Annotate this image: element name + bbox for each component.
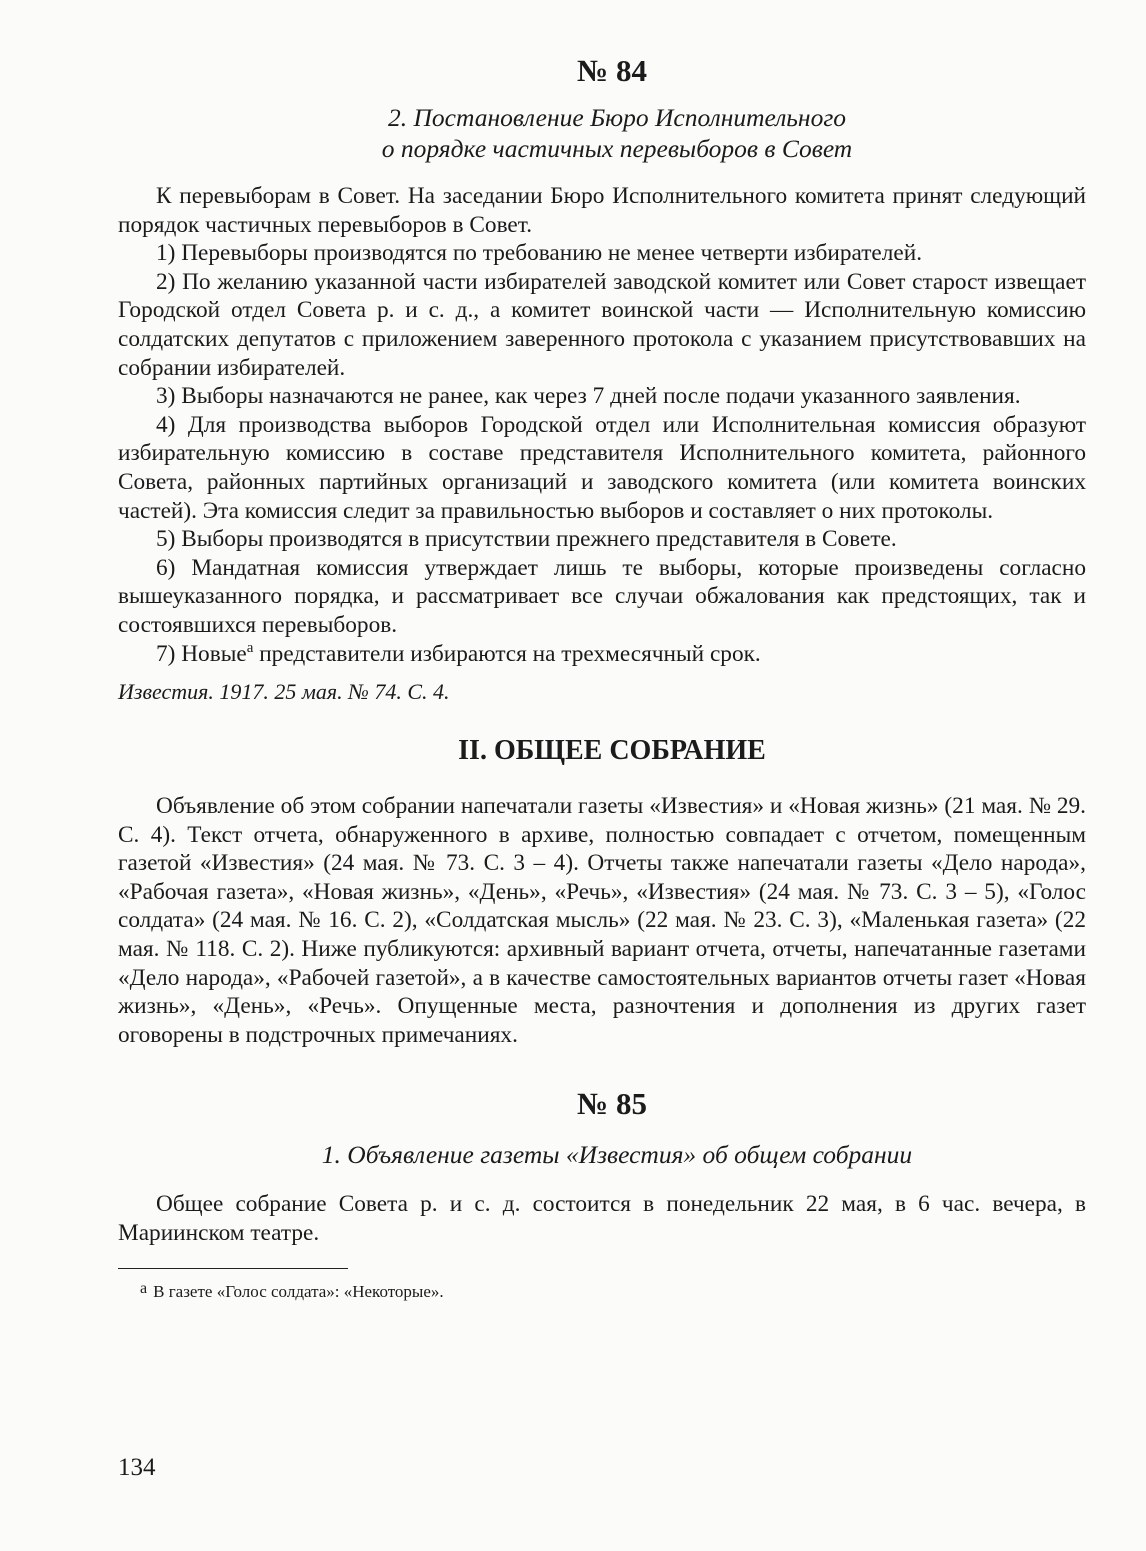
spacer (118, 1049, 1086, 1085)
item-7-start: 7) Новые (156, 640, 247, 667)
document-title-line-2: о порядке частичных перевыборов в Совет (381, 134, 853, 163)
footnote-text: В газете «Голос солдата»: «Некоторые». (153, 1281, 444, 1301)
resolution-intro: К перевыборам в Совет. На заседании Бюро Исполнительного комитета принят следующий порядок частичных перевыборов в Совет. (118, 183, 1086, 238)
footnote-reference: а (246, 639, 254, 656)
resolution-item-4: 4) Для производства выборов Городской отдел или Исполнительная комиссия образуют избирательную комиссию в составе представителя Исполнительного комитета, районного Совета, районных партийных организаций и заводского комитета (или комитета воинских частей). Эта комиссия следит за правильностью выборов и составляет о них протоколы. (118, 411, 1086, 524)
document-title-line-1: 2. Постановление Бюро Исполнительного (387, 103, 847, 132)
resolution-item-7 (118, 640, 1086, 669)
announcement-text: Общее собрание Совета р. и с. д. состоится в понедельник 22 мая, в 6 час. вечера, в Мариинском театре. (118, 1191, 1086, 1247)
resolution-item-6: 6) Мандатная комиссия утверждает лишь те выборы, которые произведены согласно вышеуказанного порядка, и рассматривает все случаи обжалования как предстоящих, так и состоявшихся перевыборов. (118, 554, 1086, 638)
section-heading: II. ОБЩЕЕ СОБРАНИЕ (458, 735, 766, 767)
resolution-item-3: 3) Выборы назначаются не ранее, как через 7 дней после подачи указанного заявления. (156, 383, 1021, 410)
document-title-85: 1. Объявление газеты «Известия» об общем собрании (321, 1140, 913, 1170)
document-number-85: № 85 (577, 1086, 647, 1122)
footnote (140, 1277, 1086, 1304)
resolution-item-5: 5) Выборы производятся в присутствии прежнего представителя в Совете. (156, 526, 897, 553)
footnote-divider (118, 1268, 348, 1269)
item-7-end: представители избираются на трехмесячный срок. (253, 640, 761, 667)
document-number: № 84 (577, 53, 647, 88)
section-intro: Объявление об этом собрании напечатали газеты «Известия» и «Новая жизнь» (21 мая. № 29. С. 4). Текст отчета, обнаруженного в архиве, полностью совпадает с отчетом, помещенным газетой «Известия» (24 мая. № 73. С. 3 – 4). Отчеты также напечатали газеты «Дело народа», «Рабочая газета», «Новая жизнь», «День», «Речь», «Известия» (24 мая. № 73. С. 3 – 5), «Голос солдата» (24 мая. № 16. С. 2), «Солдатская мысль» (22 мая. № 23. С. 3), «Маленькая газета» (22 мая. № 118. С. 2). Ниже публикуются: архивный вариант отчета, отчеты, напечатанные газетами «Дело народа», «Рабочей газетой», а в качестве самостоятельных вариантов отчеты газет «Новая жизнь», «День», «Речь». Опущенные места, разночтения и дополнения из других газет оговорены в подстрочных примечаниях. (118, 793, 1086, 1048)
footnote-mark: а (140, 1279, 148, 1297)
source-citation: Известия. 1917. 25 мая. № 74. С. 4. (118, 679, 450, 705)
page-number: 134 (118, 1454, 156, 1481)
resolution-item-2: 2) По желанию указанной части избирателей заводской комитет или Совет старост извещает Городской отдел Совета р. и с. д., а комитет воинской части — Исполнительную комиссию солдатских депутатов с приложением заверенного протокола с указанием присутствовавших на собрании избирателей. (118, 268, 1086, 381)
document-title (118, 102, 1086, 164)
resolution-item-1: 1) Перевыборы производятся по требованию не менее четверти избирателей. (156, 240, 923, 267)
